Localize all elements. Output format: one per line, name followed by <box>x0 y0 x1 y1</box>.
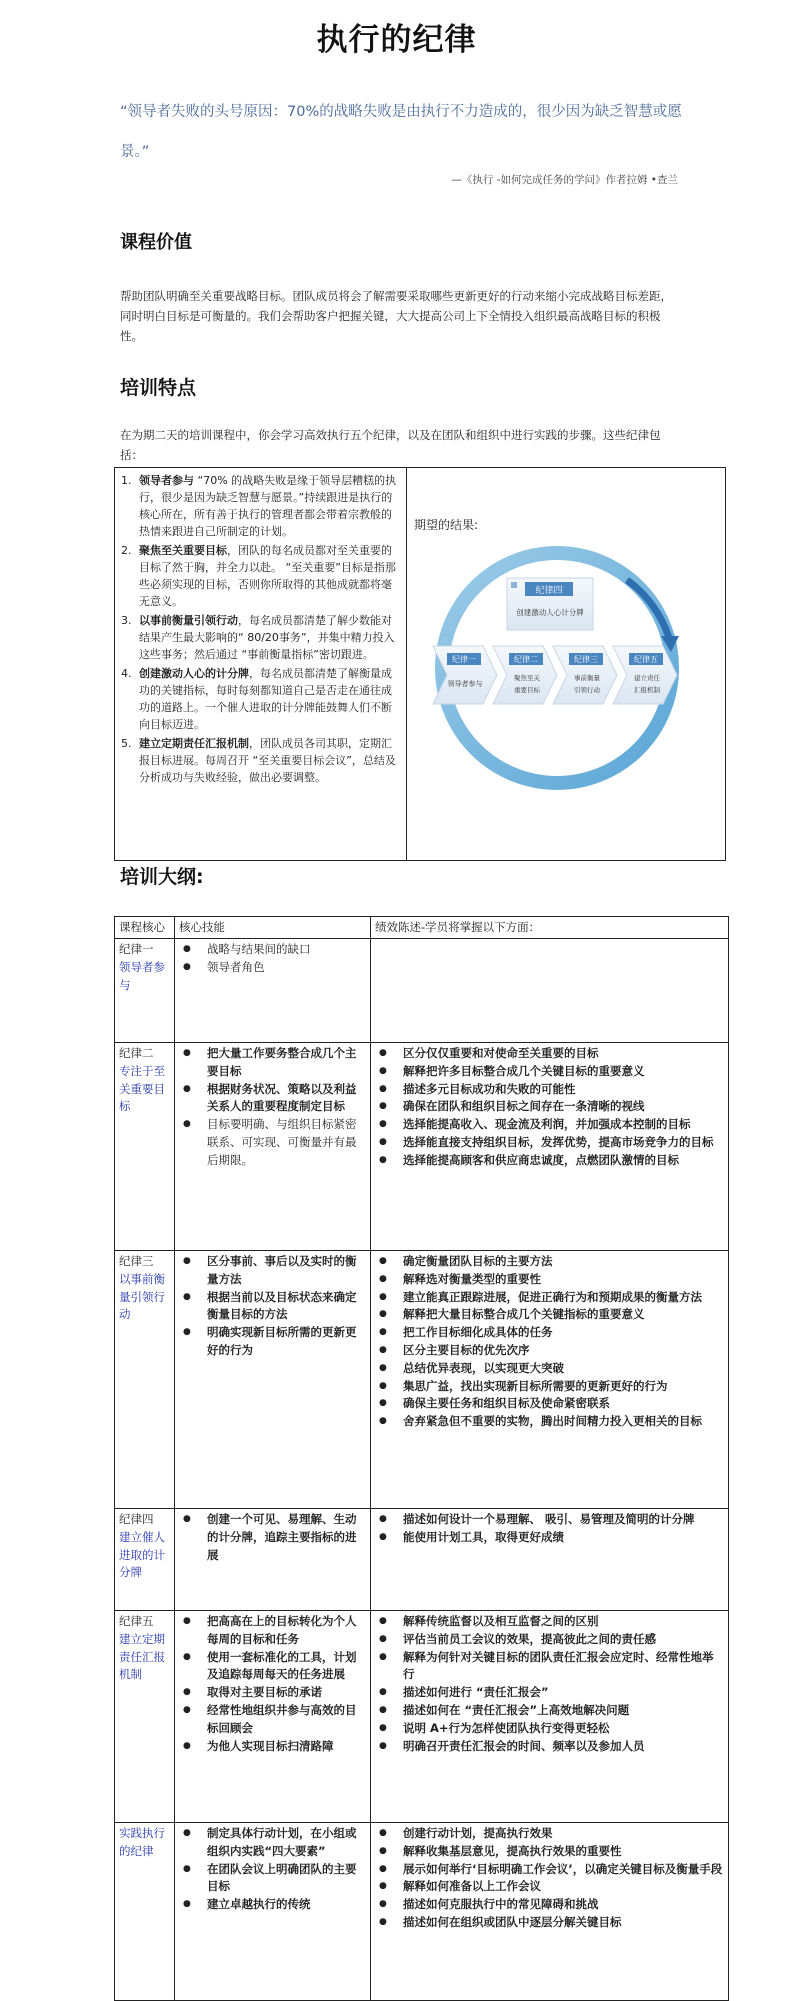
performance-cell <box>371 1043 729 1251</box>
chevron-one-label: 领导者参与 <box>447 680 483 688</box>
card-marker <box>511 582 517 588</box>
outline-header-row <box>115 917 729 939</box>
skills-list <box>179 1511 366 1564</box>
skill-item: ● 建立卓越执行的传统 <box>179 1896 366 1914</box>
performance-item: ● 解释传统监督以及相互监督之间的区别 <box>375 1613 724 1631</box>
features-intro: 在为期二天的培训课程中，你会学习高效执行五个纪律，以及在团队和组织中进行实践的步骤。这些纪律包括： <box>120 428 661 462</box>
disciplines-diagram <box>407 468 725 862</box>
performance-item: ● 选择能提高收入、现金流及利润，并加强成本控制的目标 <box>375 1116 724 1134</box>
performance-item: ● 集思广益，找出实现新目标所需要的更新更好的行为 <box>375 1378 724 1396</box>
skills-list <box>179 941 366 977</box>
skills-cell <box>175 1509 371 1611</box>
feature-item <box>119 542 400 610</box>
header-skills: 核心技能 <box>175 917 371 939</box>
feature-title: 以事前衡量引领行动 <box>139 614 238 627</box>
discipline-four-tag: 纪律四 <box>535 586 563 596</box>
performance-cell <box>371 1251 729 1509</box>
skills-list <box>179 1045 366 1170</box>
features-heading: 培训特点 <box>120 377 197 399</box>
skill-item: ● 目标要明确、与组织目标紧密联系、可实现、可衡量并有最后期限。 <box>179 1116 366 1169</box>
opening-quote: “领导者失败的头号原因：70%的战略失败是由执行不力造成的，很少因为缺乏智慧或愿景。” <box>120 104 682 160</box>
skill-item: ● 根据财务状况、策略以及利益关系人的重要程度制定目标 <box>179 1081 366 1117</box>
performance-item: ● 展示如何举行‘目标明确工作会议’，以确定关键目标及衡量手段 <box>375 1861 724 1879</box>
outline-table <box>114 916 729 2001</box>
expected-results-label: 期望的结果: <box>414 518 479 532</box>
chevron-two-label-line1: 聚焦至关 <box>514 674 540 682</box>
feature-text: “70% 的战略失败是缘于领导层糟糕的执行，很少是因为缺乏智慧与愿景。”持续跟进是执行的核心所在，所有善于执行的管理者都会带着宗教般的热情来跟进自己所制定的计划。 <box>139 474 397 538</box>
performance-item: ● 确定衡量团队目标的主要方法 <box>375 1253 724 1271</box>
performance-item: ● 说明 A+行为怎样使团队执行变得更轻松 <box>375 1720 724 1738</box>
skill-item: ● 为他人实现目标扫清路障 <box>179 1738 366 1756</box>
module-subtitle: 专注于至关重要目标 <box>119 1063 165 1114</box>
performance-item: ● 明确召开责任汇报会的时间、频率以及参加人员 <box>375 1738 724 1756</box>
performance-item: ● 描述如何设计一个易理解、 吸引、易管理及简明的计分牌 <box>375 1511 724 1529</box>
skill-item: ● 经常性地组织井参与高效的目标回顾会 <box>179 1702 366 1738</box>
skill-item: ● 明确实现新目标所需的更新更好的行为 <box>179 1324 366 1360</box>
outline-row <box>115 1251 729 1509</box>
module-cell <box>115 1251 175 1509</box>
performance-cell <box>371 1611 729 1823</box>
performance-item: ● 区分主要目标的优先次序 <box>375 1342 724 1360</box>
performance-cell <box>371 1509 729 1611</box>
feature-title: 领导者参与 <box>139 474 194 487</box>
header-module: 课程核心 <box>115 917 175 939</box>
module-cell <box>115 939 175 1043</box>
chevron-two-tag: 纪律二 <box>514 655 538 664</box>
performance-item: ● 确保主要任务和组织目标及使命紧密联系 <box>375 1395 724 1413</box>
discipline-four-label: 创建激动人心计分牌 <box>516 608 584 617</box>
chevron-five-label-line2: 汇报机制 <box>634 686 660 694</box>
skill-item: ● 制定具体行动计划，在小组或组织内实践“四大要素” <box>179 1825 366 1861</box>
performance-item: ● 把工作目标细化成具体的任务 <box>375 1324 724 1342</box>
feature-text: ，每名成员都清楚了解衡量成功的关键指标，每时每刻都知道自己是否走在通往成功的道路上。一个催人进取的计分牌能鼓舞人们不断向目标迈进。 <box>139 667 392 731</box>
performance-item: ● 确保在团队和组织目标之间存在一条清晰的视线 <box>375 1098 724 1116</box>
module-subtitle: 领导者参与 <box>119 959 165 992</box>
performance-item: ● 选择能提高顾客和供应商忠诚度，点燃团队激情的目标 <box>375 1152 724 1170</box>
module-title: 纪律五 <box>119 1614 154 1628</box>
performance-list <box>375 1511 724 1547</box>
chevron-three-label-line1: 事前衡量 <box>574 674 600 682</box>
performance-item: ● 解释把许多目标整合成几个关键目标的重要意义 <box>375 1063 724 1081</box>
skill-item: ● 在团队会议上明确团队的主要目标 <box>179 1861 366 1897</box>
performance-item: ● 区分仅仅重要和对使命至关重要的目标 <box>375 1045 724 1063</box>
skills-cell <box>175 1251 371 1509</box>
skill-item: ● 区分事前、事后以及实时的衡量方法 <box>179 1253 366 1289</box>
performance-item: ● 解释把大量目标整合成几个关键指标的重要意义 <box>375 1306 724 1324</box>
skills-cell <box>175 1611 371 1823</box>
chevron-three-tag: 纪律三 <box>574 655 598 664</box>
module-subtitle: 以事前衡量引领行动 <box>119 1271 165 1322</box>
document-title: 执行的纪律 <box>316 22 477 58</box>
skill-item: ● 根据当前以及目标状态来确定衡量目标的方法 <box>179 1289 366 1325</box>
module-title: 纪律二 <box>119 1046 154 1060</box>
course-value-heading: 课程价值 <box>120 232 192 253</box>
performance-item: ● 解释为何针对关键目标的团队责任汇报会应定时、经常性地举行 <box>375 1649 724 1685</box>
skill-item: ● 战略与结果间的缺口 <box>179 941 366 959</box>
performance-item: ● 能使用计划工具，取得更好成绩 <box>375 1529 724 1547</box>
module-title: 纪律三 <box>119 1254 154 1268</box>
skill-item: ● 把大量工作要务整合成几个主要目标 <box>179 1045 366 1081</box>
module-cell <box>115 1611 175 1823</box>
skill-item: ● 取得对主要目标的承诺 <box>179 1684 366 1702</box>
quote-source: —《执行 -如何完成任务的学问》作者拉姆 •查兰 <box>451 174 678 186</box>
feature-number: 5. <box>121 737 132 750</box>
feature-item <box>119 612 400 663</box>
skills-list <box>179 1253 366 1360</box>
chevron-three-label-line2: 引领行动 <box>574 686 600 694</box>
discipline-chevrons <box>433 646 677 704</box>
feature-number: 2. <box>121 544 132 557</box>
feature-text: ，团队成员各司其职，定期汇报目标进展。每周召开 “至关重要目标会议”，总结及分析成功与失败经验，做出必要调整。 <box>139 737 396 784</box>
skills-cell <box>175 939 371 1043</box>
header-performance: 绩效陈述-学员将掌握以下方面： <box>371 917 729 939</box>
feature-title: 创建激动人心的计分牌 <box>139 667 249 680</box>
performance-item: ● 总结优异表现，以实现更大突破 <box>375 1360 724 1378</box>
module-cell <box>115 1823 175 2001</box>
performance-cell <box>371 1823 729 2001</box>
module-cell <box>115 1509 175 1611</box>
performance-item: ● 解释选对衡量类型的重要性 <box>375 1271 724 1289</box>
outline-body <box>115 939 729 2001</box>
chevron-five-label-line1: 建立责任 <box>634 674 660 682</box>
performance-list <box>375 1825 724 1932</box>
skill-item: ● 领导者角色 <box>179 959 366 977</box>
outline-heading: 培训大纲: <box>120 866 204 888</box>
performance-item: ● 选择能直接支持组织目标，发挥优势，提高市场竞争力的目标 <box>375 1134 724 1152</box>
chevron-one-tag: 纪律一 <box>452 655 476 664</box>
performance-list <box>375 1613 724 1755</box>
skill-item: ● 把高高在上的目标转化为个人每周的目标和任务 <box>179 1613 366 1649</box>
performance-item: ● 建立能真正跟踪进展，促进正确行为和预期成果的衡量方法 <box>375 1289 724 1307</box>
outline-row <box>115 1509 729 1611</box>
chevron-five-tag: 纪律五 <box>634 655 658 664</box>
skills-list <box>179 1825 366 1914</box>
module-cell <box>115 1043 175 1251</box>
performance-item: ● 描述如何克服执行中的常见障碍和挑战 <box>375 1896 724 1914</box>
skills-list <box>179 1613 366 1755</box>
skill-item: ● 使用一套标准化的工具，计划及追踪每周每天的任务进展 <box>179 1649 366 1685</box>
performance-item: ● 创建行动计划，提高执行效果 <box>375 1825 724 1843</box>
module-title: 纪律一 <box>119 942 154 956</box>
feature-text: ，每名成员都清楚了解少数能对结果产生最大影响的“ 80/20事务”，并集中精力投入这些事务；然后通过 “事前衡量指标”密切跟进。 <box>139 614 395 661</box>
features-list <box>115 468 407 860</box>
feature-number: 1. <box>121 474 132 487</box>
module-title: 纪律四 <box>119 1512 154 1526</box>
skill-item: ● 创建一个可见、易理解、生动的计分牌，追踪主要指标的进展 <box>179 1511 366 1564</box>
performance-item: ● 描述多元目标成功和失败的可能性 <box>375 1081 724 1099</box>
performance-item: ● 舍弃紧急但不重要的实物，腾出时间精力投入更相关的目标 <box>375 1413 724 1431</box>
feature-title: 聚焦至关重要目标 <box>139 544 227 557</box>
outline-row <box>115 1611 729 1823</box>
performance-list <box>375 1045 724 1170</box>
feature-number: 4. <box>121 667 132 680</box>
skills-cell <box>175 1823 371 2001</box>
course-value-text: 帮助团队明确至关重要战略目标。团队成员将会了解需要采取哪些更新更好的行动来缩小完成战略目标差距，同时明白目标是可衡量的。我们会帮助客户把握关键，大大提高公司上下全情投入组织最高战略目标的积极性。 <box>120 289 672 343</box>
feature-item <box>119 665 400 733</box>
performance-item: ● 解释收集基层意见，提高执行效果的重要性 <box>375 1843 724 1861</box>
module-subtitle: 建立定期责任汇报机制 <box>119 1631 165 1682</box>
performance-item: ● 描述如何在组织或团队中逐层分解关键目标 <box>375 1914 724 1932</box>
module-subtitle: 建立催人进取的计分牌 <box>119 1529 165 1580</box>
performance-item: ● 解释如何准备以上工作会议 <box>375 1878 724 1896</box>
features-box <box>114 467 726 861</box>
performance-item: ● 描述如何在 “责任汇报会”上高效地解决问题 <box>375 1702 724 1720</box>
performance-item: ● 描述如何进行 “责任汇报会” <box>375 1684 724 1702</box>
feature-item <box>119 735 400 786</box>
performance-cell <box>371 939 729 1043</box>
skills-cell <box>175 1043 371 1251</box>
feature-title: 建立定期责任汇报机制 <box>139 737 249 750</box>
chevron-two-label-line2: 重要目标 <box>514 686 540 694</box>
performance-item: ● 评估当前员工会议的效果，提高彼此之间的责任感 <box>375 1631 724 1649</box>
feature-item <box>119 472 400 540</box>
feature-number: 3. <box>121 614 132 627</box>
feature-text: ，团队的每名成员都对至关重要的目标了然于胸，并全力以赴。 “至关重要”目标是指那些必须实现的目标，否则你所取得的其他成就都将毫无意义。 <box>139 544 396 608</box>
expected-results-panel <box>407 468 725 860</box>
performance-list <box>375 1253 724 1431</box>
outline-row <box>115 1823 729 2001</box>
outline-row <box>115 939 729 1043</box>
outline-row <box>115 1043 729 1251</box>
module-title: 实践执行的纪律 <box>119 1826 165 1858</box>
